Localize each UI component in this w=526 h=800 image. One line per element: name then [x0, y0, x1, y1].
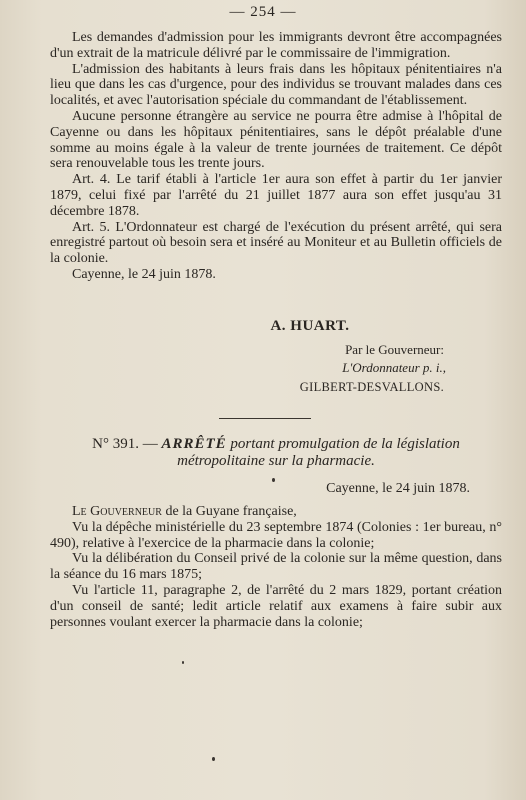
paragraph-art-5: Art. 5. L'Ordonnateur est chargé de l'exécution du présent arrêté, qui sera enregistré partout où besoin sera et inséré au Moniteur et au Bulletin officiels de la colonie.: [50, 219, 502, 267]
considerant-3: Vu l'article 11, paragraphe 2, de l'arrêté du 2 mars 1829, portant création d'un conseil de santé; ledit article relatif aux examens à faire subir aux personnes voulant exercer la pharmacie dans la colonie;: [50, 582, 502, 630]
paragraph-art-4: Art. 4. Le tarif établi à l'article 1er aura son effet à partir du 1er janvier 1879, celui fixé par l'arrêté du 21 juillet 1877 aura son effet jusqu'au 31 décembre 1878.: [50, 172, 502, 219]
intro-caps: Le Gouverneur: [72, 504, 162, 519]
arrete-number: N° 391. —: [92, 436, 158, 452]
section-divider: [219, 418, 311, 419]
arrete-title-line2: métropolitaine sur la pharmacie.: [177, 453, 375, 469]
page-number: — 254 —: [229, 4, 297, 20]
arrete-title: [50, 436, 502, 470]
arrete-date: Cayenne, le 24 juin 1878.: [326, 481, 470, 496]
paper-speck: [272, 478, 275, 482]
signature-block: [50, 318, 502, 408]
paragraph-1: Les demandes d'admission pour les immigrants devront être accompagnées d'un extrait de la matricule délivré par le commissaire de l'immigration.: [50, 30, 502, 61]
text-block-top: [50, 30, 502, 283]
intro-rest: de la Guyane française,: [165, 504, 297, 519]
signatory-role: L'Ordonnateur p. i.,: [342, 360, 446, 375]
text-block-body: [50, 504, 502, 630]
paper-speck: [182, 661, 184, 664]
date-place: Cayenne, le 24 juin 1878.: [72, 266, 216, 282]
signatory-name: A. HUART.: [270, 318, 350, 334]
arrete-heading: ARRÊTÉ: [161, 436, 227, 452]
by-line: Par le Gouverneur:: [345, 342, 444, 357]
arrete-title-text: portant promulgation de la législation: [230, 436, 460, 452]
considerant-1: Vu la dépêche ministérielle du 23 septembre 1874 (Colonies : 1er bureau, n° 490), relative à l'exercice de la pharmacie dans la colonie;: [50, 519, 502, 551]
paragraph-3: Aucune personne étrangère au service ne pourra être admise à l'hôpital de Cayenne ou dans les hôpitaux pénitentiaires, sans le dépôt préalable d'une somme au moins égale à la valeur de trente journées de traitement. Ce dépôt sera renouvelable tous les trente jours.: [50, 108, 502, 172]
intro-line: [50, 504, 502, 520]
countersigner-name: GILBERT-DESVALLONS.: [299, 380, 444, 394]
paper-speck: [212, 757, 215, 761]
considerant-2: Vu la délibération du Conseil privé de la colonie sur la même question, dans la séance du 16 mars 1875;: [50, 551, 502, 583]
paragraph-2: L'admission des habitants à leurs frais dans les hôpitaux pénitentiaires n'a lieu que dans les cas d'urgence, pour des individus se trouvant malades dans ces localités, et avec l'autorisation spéciale du commandant de l'établissement.: [50, 61, 502, 109]
